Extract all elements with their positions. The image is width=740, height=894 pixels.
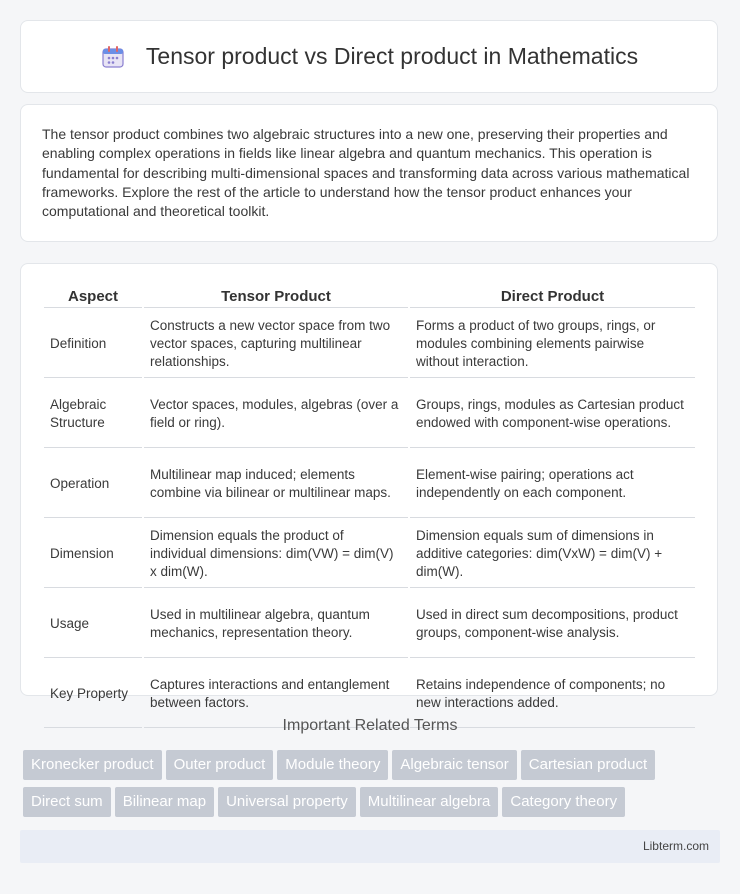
footer-site-link[interactable]: Libterm.com <box>642 839 709 853</box>
table-row <box>44 380 695 448</box>
related-terms-list <box>23 750 713 824</box>
aspect-cell: Operation <box>44 450 142 518</box>
tensor-product-cell: Constructs a new vector space from two vector spaces, capturing multilinear relationships. <box>144 310 408 378</box>
tag-bilinear-map[interactable]: Bilinear map <box>115 787 214 817</box>
tensor-product-cell: Used in multilinear algebra, quantum mechanics, representation theory. <box>144 590 408 658</box>
intro-card <box>20 104 718 242</box>
table-row <box>44 590 695 658</box>
tensor-product-cell: Dimension equals the product of individual dimensions: dim(VW) = dim(V) x dim(W). <box>144 520 408 588</box>
table-row <box>44 310 695 378</box>
direct-product-cell: Groups, rings, modules as Cartesian product endowed with component-wise operations. <box>410 380 695 448</box>
tag-kronecker-product[interactable]: Kronecker product <box>23 750 162 780</box>
direct-product-cell: Dimension equals sum of dimensions in additive categories: dim(VxW) = dim(V) + dim(W). <box>410 520 695 588</box>
tensor-product-cell: Captures interactions and entanglement between factors. <box>144 660 408 728</box>
column-header-aspect: Aspect <box>44 284 142 308</box>
comparison-table <box>42 282 697 730</box>
table-row <box>44 520 695 588</box>
aspect-cell: Definition <box>44 310 142 378</box>
title-card <box>20 20 718 93</box>
tag-cartesian-product[interactable]: Cartesian product <box>521 750 655 780</box>
tag-multilinear-algebra[interactable]: Multilinear algebra <box>360 787 499 817</box>
aspect-cell: Algebraic Structure <box>44 380 142 448</box>
aspect-cell: Key Property <box>44 660 142 728</box>
tag-outer-product[interactable]: Outer product <box>166 750 274 780</box>
direct-product-cell: Element-wise pairing; operations act independently on each component. <box>410 450 695 518</box>
tensor-product-cell: Multilinear map induced; elements combine via bilinear or multilinear maps. <box>144 450 408 518</box>
aspect-cell: Usage <box>44 590 142 658</box>
tag-universal-property[interactable]: Universal property <box>218 787 356 817</box>
aspect-cell: Dimension <box>44 520 142 588</box>
comparison-card <box>20 263 718 710</box>
calendar-icon <box>100 44 126 70</box>
direct-product-cell: Retains independence of components; no new interactions added. <box>410 660 695 728</box>
column-header-tensor-product: Tensor Product <box>144 284 408 308</box>
tag-algebraic-tensor[interactable]: Algebraic tensor <box>392 750 516 780</box>
intro-text: The tensor product combines two algebraic structures into a new one, preserving their properties and enabling complex operations in fields like linear algebra and quantum mechanics. This operation is fundamental for describing multi-dimensional spaces and transforming data across various mathematical frameworks. Explore the rest of the article to understand how the tensor product enhances your computational and theoretical toolkit. <box>42 126 690 220</box>
related-terms-title: Important Related Terms <box>282 717 458 734</box>
footer <box>20 830 720 863</box>
tensor-product-cell: Vector spaces, modules, algebras (over a field or ring). <box>144 380 408 448</box>
table-row <box>44 450 695 518</box>
direct-product-cell: Forms a product of two groups, rings, or modules combining elements pairwise without interaction. <box>410 310 695 378</box>
tag-category-theory[interactable]: Category theory <box>502 787 625 817</box>
direct-product-cell: Used in direct sum decompositions, product groups, component-wise analysis. <box>410 590 695 658</box>
page-title: Tensor product vs Direct product in Mathematics <box>145 43 639 69</box>
column-header-direct-product: Direct Product <box>410 284 695 308</box>
tag-direct-sum[interactable]: Direct sum <box>23 787 111 817</box>
tag-module-theory[interactable]: Module theory <box>277 750 388 780</box>
